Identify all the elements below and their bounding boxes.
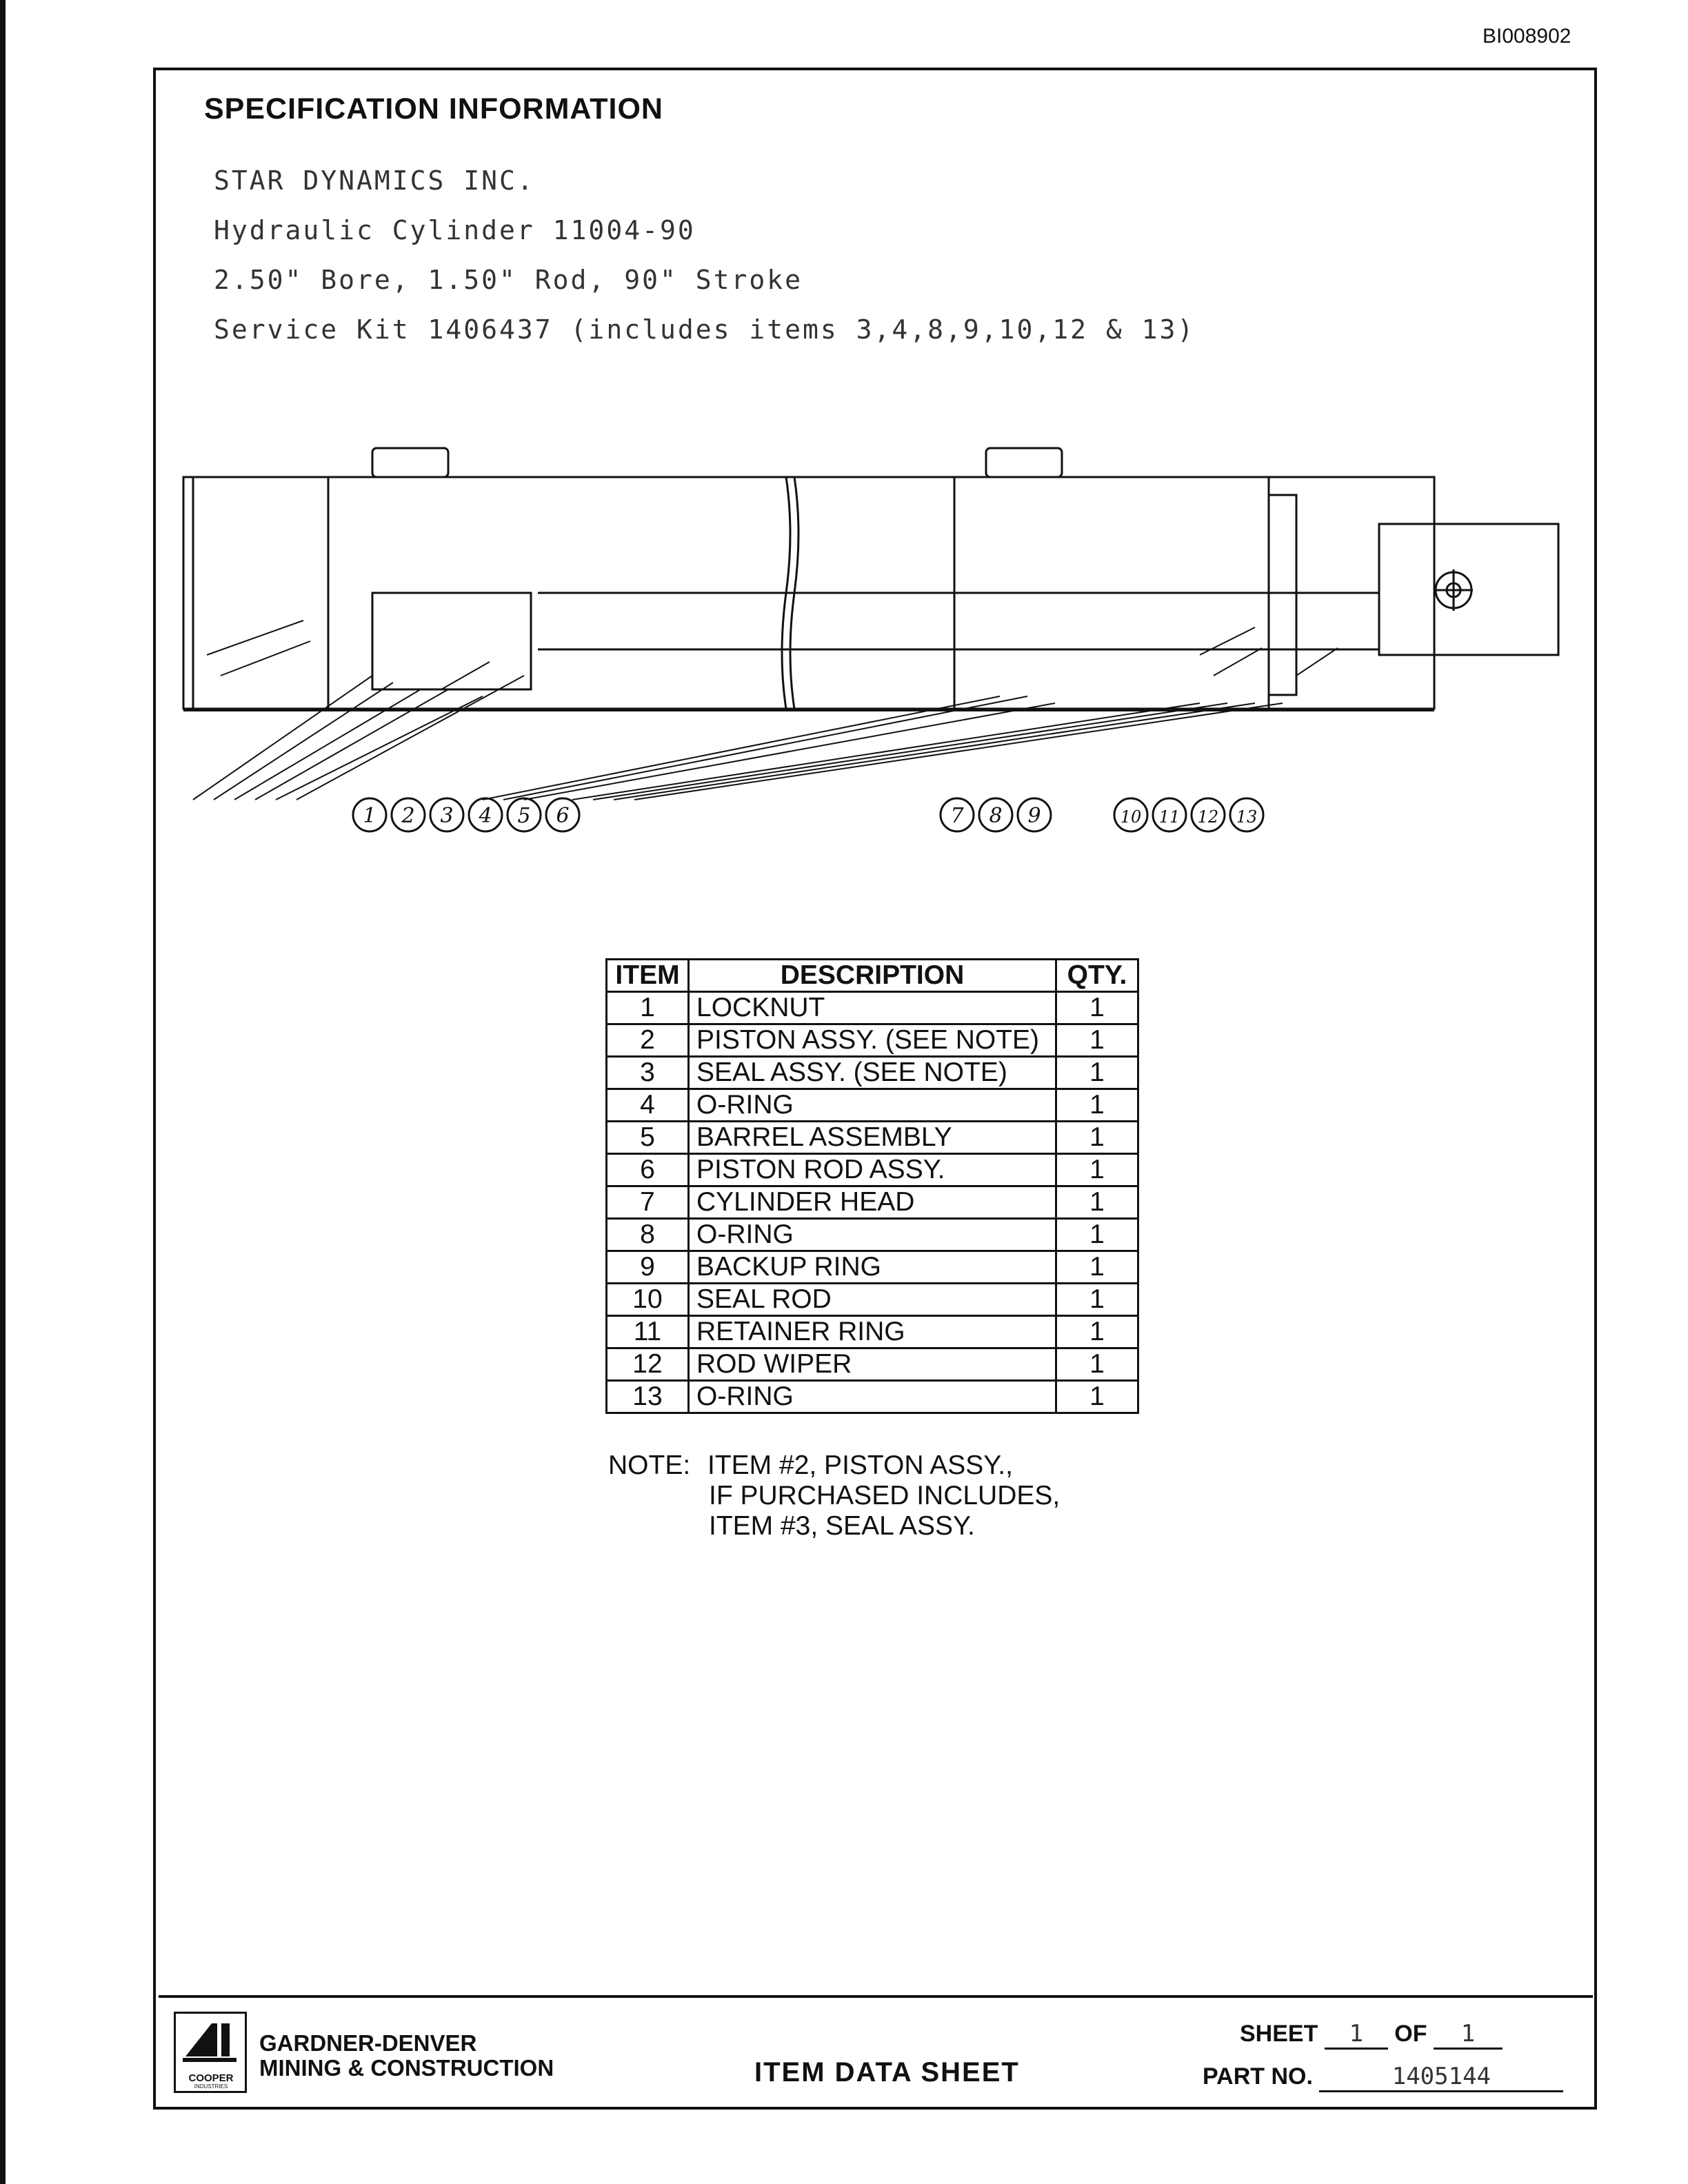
column-header-item: ITEM	[607, 960, 689, 992]
logo-text: COOPER	[188, 2072, 234, 2084]
callout-label: 3	[440, 804, 454, 828]
callout-9	[1018, 798, 1051, 831]
table-row	[607, 1024, 1138, 1057]
cell-item: 4	[607, 1089, 689, 1122]
cell-description: ROD WIPER	[689, 1348, 1056, 1381]
callout-4	[469, 798, 502, 831]
cell-qty: 1	[1056, 1348, 1138, 1381]
part-label: PART NO.	[1203, 2063, 1313, 2090]
callout-12	[1192, 798, 1225, 831]
callout-label: 12	[1197, 807, 1219, 827]
callout-label: 7	[950, 804, 964, 828]
callout-label: 8	[989, 804, 1003, 828]
callout-10	[1114, 798, 1147, 831]
document-id: BI008902	[1483, 25, 1571, 48]
cell-description: CYLINDER HEAD	[689, 1186, 1056, 1219]
cell-item: 9	[607, 1251, 689, 1284]
cell-qty: 1	[1056, 1057, 1138, 1089]
callout-13	[1230, 798, 1263, 831]
note-label: NOTE:	[608, 1450, 691, 1480]
cell-description: SEAL ROD	[689, 1284, 1056, 1316]
cell-item: 7	[607, 1186, 689, 1219]
callout-label: 2	[401, 804, 415, 828]
of-value: 1	[1434, 2020, 1503, 2050]
cell-item: 1	[607, 992, 689, 1024]
cell-item: 3	[607, 1057, 689, 1089]
part-number	[1203, 2063, 1563, 2092]
callout-label: 1	[363, 804, 376, 828]
company-name	[259, 2031, 554, 2081]
spec-model: Hydraulic Cylinder 11004-90	[214, 215, 696, 245]
callout-label: 11	[1158, 807, 1180, 827]
title-block-rule	[159, 1995, 1593, 1998]
table-row	[607, 1251, 1138, 1284]
table-row	[607, 1219, 1138, 1251]
cell-qty: 1	[1056, 1316, 1138, 1348]
spec-heading: SPECIFICATION INFORMATION	[204, 92, 663, 125]
company-line-2: MINING & CONSTRUCTION	[259, 2055, 554, 2081]
sheet-number	[1240, 2020, 1503, 2050]
cell-description: LOCKNUT	[689, 992, 1056, 1024]
note-line: IF PURCHASED INCLUDES,	[709, 1481, 1061, 1510]
cell-qty: 1	[1056, 1154, 1138, 1186]
cell-description: PISTON ROD ASSY.	[689, 1154, 1056, 1186]
cell-item: 5	[607, 1122, 689, 1154]
sheet-title: ITEM DATA SHEET	[754, 2057, 1020, 2087]
table-row	[607, 1348, 1138, 1381]
callout-label: 10	[1120, 807, 1142, 827]
cell-description: PISTON ASSY. (SEE NOTE)	[689, 1024, 1056, 1057]
column-header-qty: QTY.	[1056, 960, 1138, 992]
callout-1	[353, 798, 386, 831]
table-row	[607, 1186, 1138, 1219]
table-row	[607, 1381, 1138, 1413]
cell-item: 6	[607, 1154, 689, 1186]
logo-subtext: INDUSTRIES	[194, 2083, 228, 2090]
cell-qty: 1	[1056, 1284, 1138, 1316]
table-row	[607, 1154, 1138, 1186]
parts-table	[605, 958, 1139, 1414]
callout-label: 6	[556, 804, 570, 828]
table-row	[607, 1316, 1138, 1348]
callout-6	[546, 798, 579, 831]
table-row	[607, 992, 1138, 1024]
callout-label: 9	[1027, 804, 1041, 828]
column-header-description: DESCRIPTION	[689, 960, 1056, 992]
callout-5	[508, 798, 541, 831]
note	[608, 1450, 1060, 1541]
spec-service-kit: Service Kit 1406437 (includes items 3,4,8,9,10,12 & 13)	[214, 314, 1196, 345]
note-line: ITEM #2, PISTON ASSY.,	[707, 1450, 1013, 1480]
cell-description: O-RING	[689, 1219, 1056, 1251]
cell-description: O-RING	[689, 1089, 1056, 1122]
sheet-label: SHEET	[1240, 2021, 1318, 2047]
cell-qty: 1	[1056, 1186, 1138, 1219]
spec-dimensions: 2.50" Bore, 1.50" Rod, 90" Stroke	[214, 265, 803, 295]
part-value: 1405144	[1319, 2063, 1563, 2092]
table-row	[607, 1284, 1138, 1316]
cell-description: RETAINER RING	[689, 1316, 1056, 1348]
callout-8	[979, 798, 1012, 831]
callout-label: 4	[479, 804, 492, 828]
table-row	[607, 1089, 1138, 1122]
cell-description: O-RING	[689, 1381, 1056, 1413]
cell-item: 8	[607, 1219, 689, 1251]
cell-qty: 1	[1056, 1024, 1138, 1057]
callout-label: 13	[1236, 807, 1258, 827]
cell-description: BACKUP RING	[689, 1251, 1056, 1284]
cell-item: 13	[607, 1381, 689, 1413]
cell-description: SEAL ASSY. (SEE NOTE)	[689, 1057, 1056, 1089]
company-line-1: GARDNER-DENVER	[259, 2030, 477, 2056]
callout-11	[1153, 798, 1186, 831]
cell-qty: 1	[1056, 1122, 1138, 1154]
spec-manufacturer: STAR DYNAMICS INC.	[214, 165, 535, 196]
sheet-value: 1	[1325, 2020, 1388, 2050]
cell-item: 10	[607, 1284, 689, 1316]
cell-qty: 1	[1056, 1219, 1138, 1251]
cell-qty: 1	[1056, 1381, 1138, 1413]
callout-7	[941, 798, 974, 831]
table-row	[607, 1122, 1138, 1154]
cell-description: BARREL ASSEMBLY	[689, 1122, 1056, 1154]
cell-qty: 1	[1056, 1089, 1138, 1122]
cell-item: 12	[607, 1348, 689, 1381]
cell-qty: 1	[1056, 992, 1138, 1024]
cell-item: 11	[607, 1316, 689, 1348]
cell-qty: 1	[1056, 1251, 1138, 1284]
callout-3	[430, 798, 463, 831]
callout-label: 5	[517, 804, 531, 828]
of-label: OF	[1394, 2021, 1427, 2047]
table-row	[607, 1057, 1138, 1089]
callout-2	[392, 798, 425, 831]
note-line: ITEM #3, SEAL ASSY.	[709, 1511, 975, 1541]
cell-item: 2	[607, 1024, 689, 1057]
